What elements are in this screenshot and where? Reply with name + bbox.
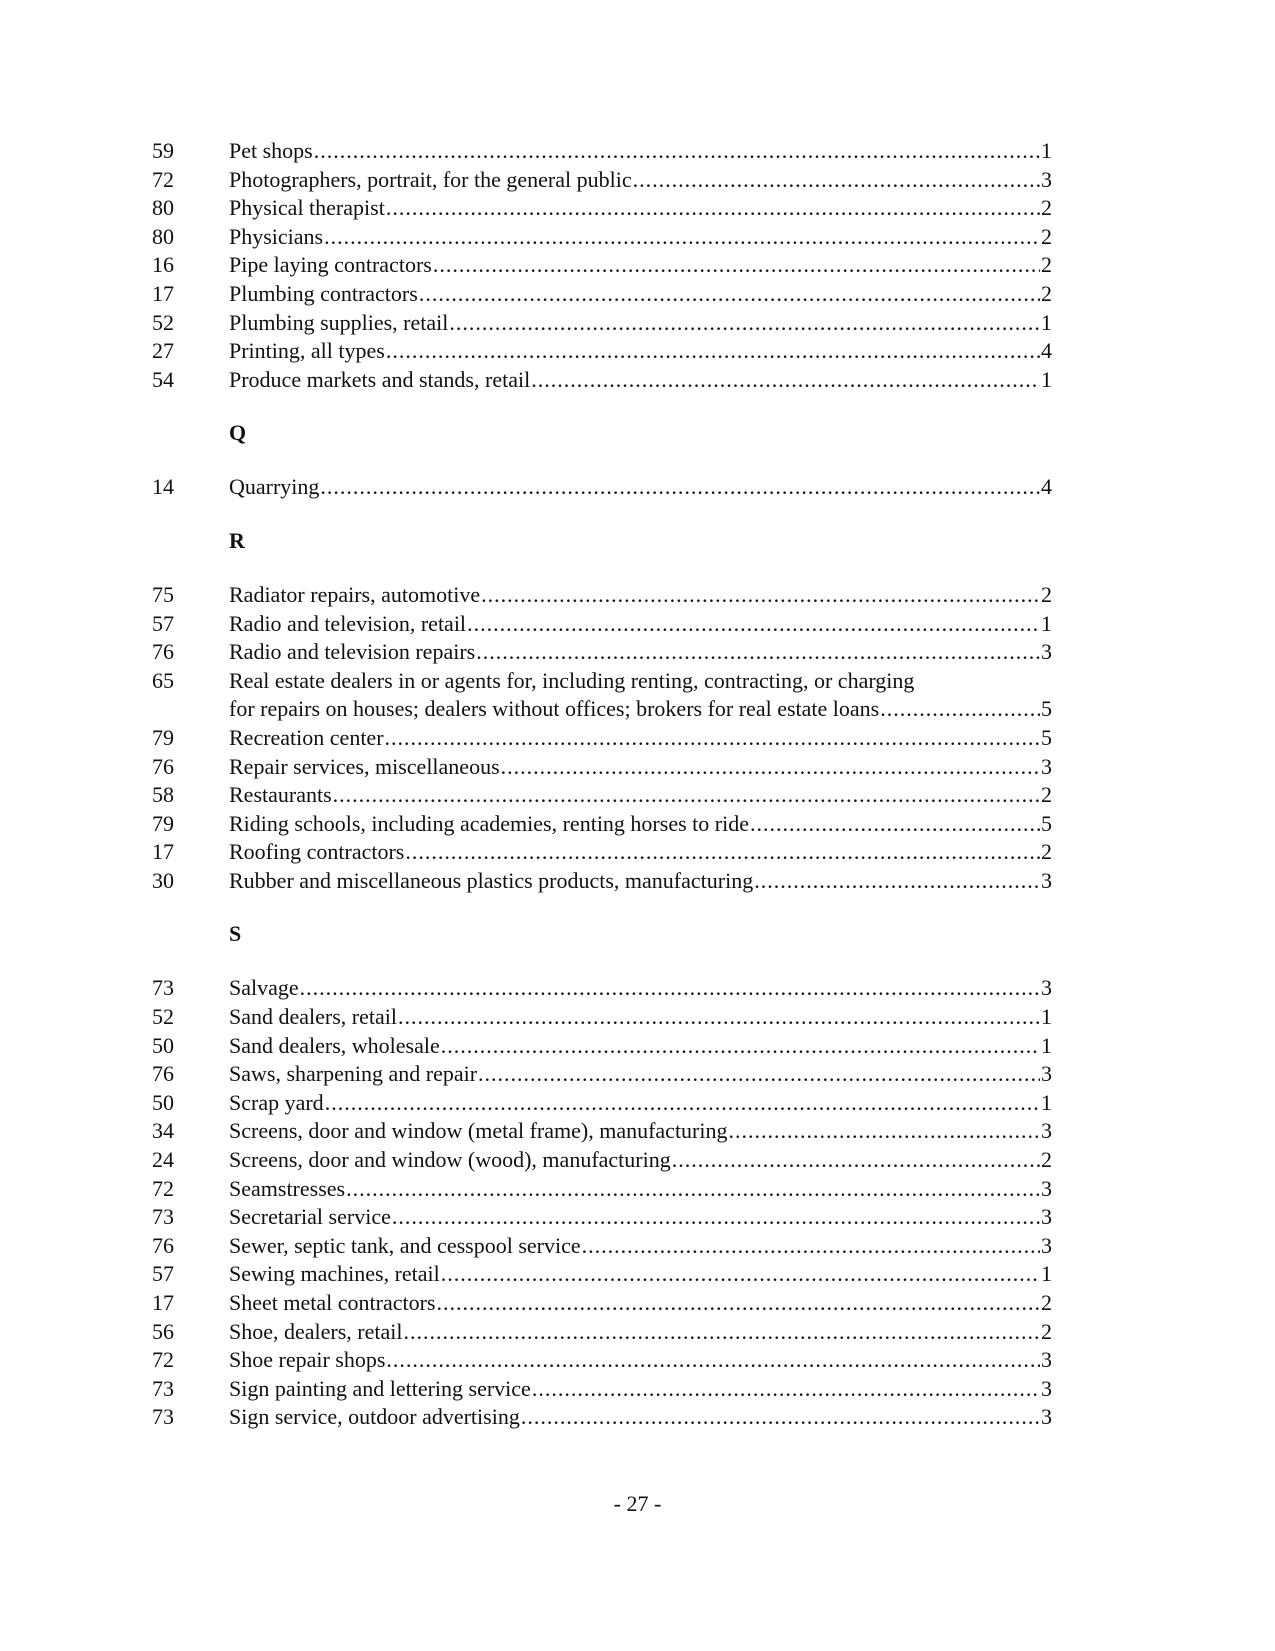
- business-description-continued: for repairs on houses; dealers without offices; brokers for real estate loans: [229, 696, 880, 722]
- entry-line: [229, 724, 1052, 753]
- entry-line: [229, 366, 1052, 395]
- index-entry: [152, 781, 1052, 810]
- section-letter-heading: R: [229, 527, 245, 553]
- rate-class: 2: [1041, 581, 1052, 607]
- index-section: [152, 920, 1052, 1432]
- entry-line: [229, 695, 1052, 724]
- index-entry: [152, 1060, 1052, 1089]
- dot-leader: [501, 753, 1040, 782]
- index-entry: [152, 1318, 1052, 1347]
- business-description: Secretarial service: [229, 1204, 391, 1230]
- entry-body: [229, 610, 1052, 639]
- dot-leader: [346, 1175, 1040, 1204]
- entry-line: [229, 1260, 1052, 1289]
- index-entry: [152, 1032, 1052, 1061]
- entry-body: [229, 638, 1052, 667]
- rate-class: 4: [1041, 338, 1052, 364]
- rate-class: 3: [1041, 1232, 1052, 1258]
- rate-class: 3: [1041, 753, 1052, 779]
- classification-code: 50: [152, 1089, 174, 1115]
- classification-code: 76: [152, 1061, 174, 1087]
- index-section: [152, 137, 1052, 394]
- rate-class: 3: [1041, 1175, 1052, 1201]
- entry-body: [229, 337, 1052, 366]
- index-entry: [152, 280, 1052, 309]
- entry-line: [229, 166, 1052, 195]
- dot-leader: [582, 1232, 1040, 1261]
- entry-body: [229, 838, 1052, 867]
- dot-leader: [325, 1089, 1040, 1118]
- dot-leader: [404, 1318, 1041, 1347]
- business-description: Screens, door and window (metal frame), manufacturing: [229, 1118, 728, 1144]
- dot-leader: [386, 1346, 1040, 1375]
- entry-body: [229, 1175, 1052, 1204]
- index-entry: [152, 251, 1052, 280]
- index-listing: [152, 137, 1052, 1432]
- rate-class: 2: [1041, 252, 1052, 278]
- entry-body: [229, 194, 1052, 223]
- entry-line: [229, 1117, 1052, 1146]
- dot-leader: [729, 1117, 1041, 1146]
- business-description: Plumbing supplies, retail: [229, 309, 449, 335]
- classification-code: 80: [152, 195, 174, 221]
- entry-line: [229, 638, 1052, 667]
- section-letter-heading: S: [229, 921, 242, 947]
- business-description: Recreation center: [229, 724, 384, 750]
- rate-class: 3: [1041, 1375, 1052, 1401]
- classification-code: 75: [152, 581, 174, 607]
- dot-leader: [441, 1260, 1040, 1289]
- index-entry: [152, 610, 1052, 639]
- classification-code: 54: [152, 366, 174, 392]
- entry-line: [229, 1203, 1052, 1232]
- entry-line: [229, 810, 1052, 839]
- entry-line: [229, 974, 1052, 1003]
- entry-body: [229, 1032, 1052, 1061]
- entry-body: [229, 753, 1052, 782]
- classification-code: 24: [152, 1147, 174, 1173]
- index-entry: [152, 337, 1052, 366]
- rate-class: 2: [1041, 782, 1052, 808]
- index-entry: [152, 1089, 1052, 1118]
- rate-class: 5: [1041, 810, 1052, 836]
- classification-code: 14: [152, 474, 174, 500]
- entry-body: [229, 1289, 1052, 1318]
- index-entry: [152, 473, 1052, 502]
- rate-class: 3: [1041, 867, 1052, 893]
- entry-line: [229, 838, 1052, 867]
- classification-code: 30: [152, 867, 174, 893]
- classification-code: 52: [152, 309, 174, 335]
- business-description: Photographers, portrait, for the general public: [229, 166, 632, 192]
- business-description: Riding schools, including academies, renting horses to ride: [229, 810, 749, 836]
- dot-leader: [478, 1060, 1040, 1089]
- dot-leader: [633, 166, 1040, 195]
- index-entry: [152, 223, 1052, 252]
- entry-body: [229, 781, 1052, 810]
- entry-line: [229, 337, 1052, 366]
- entry-line: [229, 1289, 1052, 1318]
- entry-body: [229, 251, 1052, 280]
- index-entry: [152, 137, 1052, 166]
- rate-class: 1: [1041, 1089, 1052, 1115]
- dot-leader: [521, 1403, 1040, 1432]
- rate-class: 3: [1041, 1061, 1052, 1087]
- business-description: Sand dealers, retail: [229, 1004, 397, 1030]
- dot-leader: [880, 695, 1040, 724]
- business-description: Sand dealers, wholesale: [229, 1032, 440, 1058]
- business-description: Sign service, outdoor advertising: [229, 1404, 520, 1430]
- business-description: Pet shops: [229, 138, 313, 163]
- dot-leader: [314, 137, 1040, 166]
- classification-code: 73: [152, 1404, 174, 1430]
- entry-line: [229, 223, 1052, 252]
- classification-code: 50: [152, 1032, 174, 1058]
- business-description: Radio and television repairs: [229, 639, 476, 665]
- rate-class: 1: [1041, 1261, 1052, 1287]
- entry-body: [229, 974, 1052, 1003]
- rate-class: 5: [1041, 696, 1052, 722]
- business-description: Shoe, dealers, retail: [229, 1318, 403, 1344]
- business-description: Produce markets and stands, retail: [229, 366, 531, 392]
- index-section: [152, 527, 1052, 896]
- classification-code: 17: [152, 839, 174, 865]
- entry-body: [229, 1318, 1052, 1347]
- index-entry: [152, 753, 1052, 782]
- entry-line: [229, 1089, 1052, 1118]
- dot-leader: [324, 223, 1040, 252]
- entry-line: [229, 1003, 1052, 1032]
- entry-body: [229, 1375, 1052, 1404]
- entry-line: [229, 1375, 1052, 1404]
- business-description: Pipe laying contractors: [229, 252, 432, 278]
- entry-line: [229, 1175, 1052, 1204]
- index-entry: [152, 1117, 1052, 1146]
- business-description: Sheet metal contractors: [229, 1290, 436, 1315]
- section-letter-heading: Q: [229, 420, 247, 446]
- business-description: Sewing machines, retail: [229, 1261, 440, 1287]
- rate-class: 2: [1041, 1290, 1052, 1315]
- entry-line: [229, 1146, 1052, 1175]
- entry-body: [229, 1117, 1052, 1146]
- business-description: Saws, sharpening and repair: [229, 1061, 478, 1087]
- dot-leader: [419, 280, 1040, 309]
- rate-class: 1: [1041, 309, 1052, 335]
- classification-code: 27: [152, 338, 174, 364]
- dot-leader: [467, 610, 1040, 639]
- dot-leader: [386, 337, 1040, 366]
- entry-body: [229, 581, 1052, 610]
- entry-body: [229, 309, 1052, 338]
- entry-line: [229, 1060, 1052, 1089]
- classification-code: 73: [152, 975, 174, 1001]
- classification-code: 59: [152, 138, 174, 163]
- entry-line: [229, 1232, 1052, 1261]
- entry-line: [229, 753, 1052, 782]
- business-description: Restaurants: [229, 782, 332, 808]
- classification-code: 57: [152, 1261, 174, 1287]
- business-description: Roofing contractors: [229, 839, 405, 865]
- index-section: [152, 419, 1052, 502]
- business-description: Quarrying: [229, 474, 320, 500]
- entry-line: [229, 280, 1052, 309]
- classification-code: 80: [152, 223, 174, 249]
- business-description: Shoe repair shops: [229, 1347, 386, 1373]
- dot-leader: [405, 838, 1040, 867]
- dot-leader: [300, 974, 1040, 1003]
- index-entry: [152, 1403, 1052, 1432]
- business-description: Physicians: [229, 223, 324, 249]
- rate-class: 3: [1041, 1204, 1052, 1230]
- index-entry: [152, 1003, 1052, 1032]
- rate-class: 2: [1041, 1318, 1052, 1344]
- dot-leader: [672, 1146, 1040, 1175]
- entry-line: [229, 194, 1052, 223]
- rate-class: 3: [1041, 975, 1052, 1001]
- classification-code: 73: [152, 1375, 174, 1401]
- entry-line: [229, 251, 1052, 280]
- classification-code: 72: [152, 166, 174, 192]
- index-entry: [152, 638, 1052, 667]
- entry-body: [229, 280, 1052, 309]
- rate-class: 1: [1041, 1032, 1052, 1058]
- dot-leader: [320, 473, 1040, 502]
- business-description: Physical therapist: [229, 195, 385, 221]
- index-entry: [152, 366, 1052, 395]
- classification-code: 72: [152, 1175, 174, 1201]
- dot-leader: [386, 194, 1040, 223]
- business-description: Seamstresses: [229, 1175, 346, 1201]
- entry-body: [229, 1003, 1052, 1032]
- business-description: Screens, door and window (wood), manufacturing: [229, 1147, 671, 1173]
- rate-class: 2: [1041, 839, 1052, 865]
- index-entry: [152, 724, 1052, 753]
- dot-leader: [532, 1375, 1040, 1404]
- entry-body: [229, 1260, 1052, 1289]
- business-description: Plumbing contractors: [229, 280, 418, 306]
- rate-class: 2: [1041, 1147, 1052, 1173]
- entry-line: [229, 867, 1052, 896]
- entry-body: [229, 1232, 1052, 1261]
- classification-code: 76: [152, 639, 174, 665]
- entry-body: [229, 1060, 1052, 1089]
- index-entry: [152, 194, 1052, 223]
- index-entry: [152, 581, 1052, 610]
- entry-body: [229, 137, 1052, 166]
- dot-leader: [481, 581, 1040, 610]
- rate-class: 3: [1041, 639, 1052, 665]
- dot-leader: [476, 638, 1040, 667]
- rate-class: 1: [1041, 138, 1052, 163]
- rate-class: 1: [1041, 610, 1052, 636]
- page-number: - 27 -: [613, 1491, 662, 1516]
- business-description: Radiator repairs, automotive: [229, 581, 481, 607]
- business-description: Sign painting and lettering service: [229, 1375, 531, 1401]
- entry-body: [229, 1203, 1052, 1232]
- index-entry: [152, 667, 1052, 724]
- index-entry: [152, 974, 1052, 1003]
- entry-line: [229, 473, 1052, 502]
- rate-class: 2: [1041, 195, 1052, 221]
- rate-class: 1: [1041, 1004, 1052, 1030]
- entry-body: [229, 1089, 1052, 1118]
- rate-class: 3: [1041, 1404, 1052, 1430]
- index-entry: [152, 838, 1052, 867]
- business-description: Scrap yard: [229, 1089, 324, 1115]
- classification-code: 17: [152, 280, 174, 306]
- rate-class: 5: [1041, 724, 1052, 750]
- rate-class: 3: [1041, 1347, 1052, 1373]
- index-entry: [152, 1289, 1052, 1318]
- rate-class: 3: [1041, 1118, 1052, 1144]
- entry-body: [229, 1403, 1052, 1432]
- index-entry: [152, 1232, 1052, 1261]
- classification-code: 79: [152, 724, 174, 750]
- index-entry: [152, 166, 1052, 195]
- dot-leader: [392, 1203, 1040, 1232]
- classification-code: 72: [152, 1347, 174, 1373]
- dot-leader: [441, 1032, 1040, 1061]
- classification-code: 73: [152, 1204, 174, 1230]
- classification-code: 52: [152, 1004, 174, 1030]
- entry-body: [229, 1346, 1052, 1375]
- classification-code: 79: [152, 810, 174, 836]
- index-entry: [152, 867, 1052, 896]
- dot-leader: [531, 366, 1040, 395]
- classification-code: 16: [152, 252, 174, 278]
- classification-code: 17: [152, 1290, 174, 1315]
- dot-leader: [333, 781, 1040, 810]
- entry-line: [229, 137, 1052, 166]
- index-entry: [152, 1346, 1052, 1375]
- dot-leader: [750, 810, 1040, 839]
- entry-body: [229, 667, 1052, 724]
- rate-class: 2: [1041, 223, 1052, 249]
- entry-line: [229, 667, 1052, 696]
- business-description: Real estate dealers in or agents for, including renting, contracting, or charging: [229, 667, 915, 693]
- classification-code: 57: [152, 610, 174, 636]
- classification-code: 58: [152, 782, 174, 808]
- entry-body: [229, 724, 1052, 753]
- entry-line: [229, 610, 1052, 639]
- entry-line: [229, 1032, 1052, 1061]
- dot-leader: [754, 867, 1040, 896]
- entry-line: [229, 781, 1052, 810]
- business-description: Rubber and miscellaneous plastics products, manufacturing: [229, 867, 754, 893]
- entry-body: [229, 166, 1052, 195]
- business-description: Printing, all types: [229, 338, 385, 364]
- index-entry: [152, 1146, 1052, 1175]
- index-entry: [152, 1175, 1052, 1204]
- entry-line: [229, 1318, 1052, 1347]
- dot-leader: [433, 251, 1040, 280]
- index-entry: [152, 810, 1052, 839]
- rate-class: 1: [1041, 366, 1052, 392]
- entry-line: [229, 1346, 1052, 1375]
- index-entry: [152, 309, 1052, 338]
- dot-leader: [436, 1289, 1040, 1318]
- index-entry: [152, 1375, 1052, 1404]
- business-description: Radio and television, retail: [229, 610, 467, 636]
- rate-class: 4: [1041, 474, 1052, 500]
- business-description: Repair services, miscellaneous: [229, 753, 500, 779]
- entry-line: [229, 1403, 1052, 1432]
- entry-body: [229, 1146, 1052, 1175]
- entry-line: [229, 581, 1052, 610]
- entry-body: [229, 867, 1052, 896]
- rate-class: 2: [1041, 280, 1052, 306]
- rate-class: 3: [1041, 166, 1052, 192]
- entry-body: [229, 810, 1052, 839]
- classification-code: 76: [152, 753, 174, 779]
- classification-code: 76: [152, 1232, 174, 1258]
- entry-body: [229, 366, 1052, 395]
- classification-code: 56: [152, 1318, 174, 1344]
- dot-leader: [385, 724, 1040, 753]
- classification-code: 65: [152, 667, 174, 693]
- dot-leader: [449, 309, 1040, 338]
- entry-line: [229, 309, 1052, 338]
- dot-leader: [398, 1003, 1040, 1032]
- classification-code: 34: [152, 1118, 174, 1144]
- business-description: Sewer, septic tank, and cesspool service: [229, 1232, 581, 1258]
- entry-body: [229, 223, 1052, 252]
- index-entry: [152, 1260, 1052, 1289]
- business-description: Salvage: [229, 975, 299, 1001]
- entry-body: [229, 473, 1052, 502]
- index-entry: [152, 1203, 1052, 1232]
